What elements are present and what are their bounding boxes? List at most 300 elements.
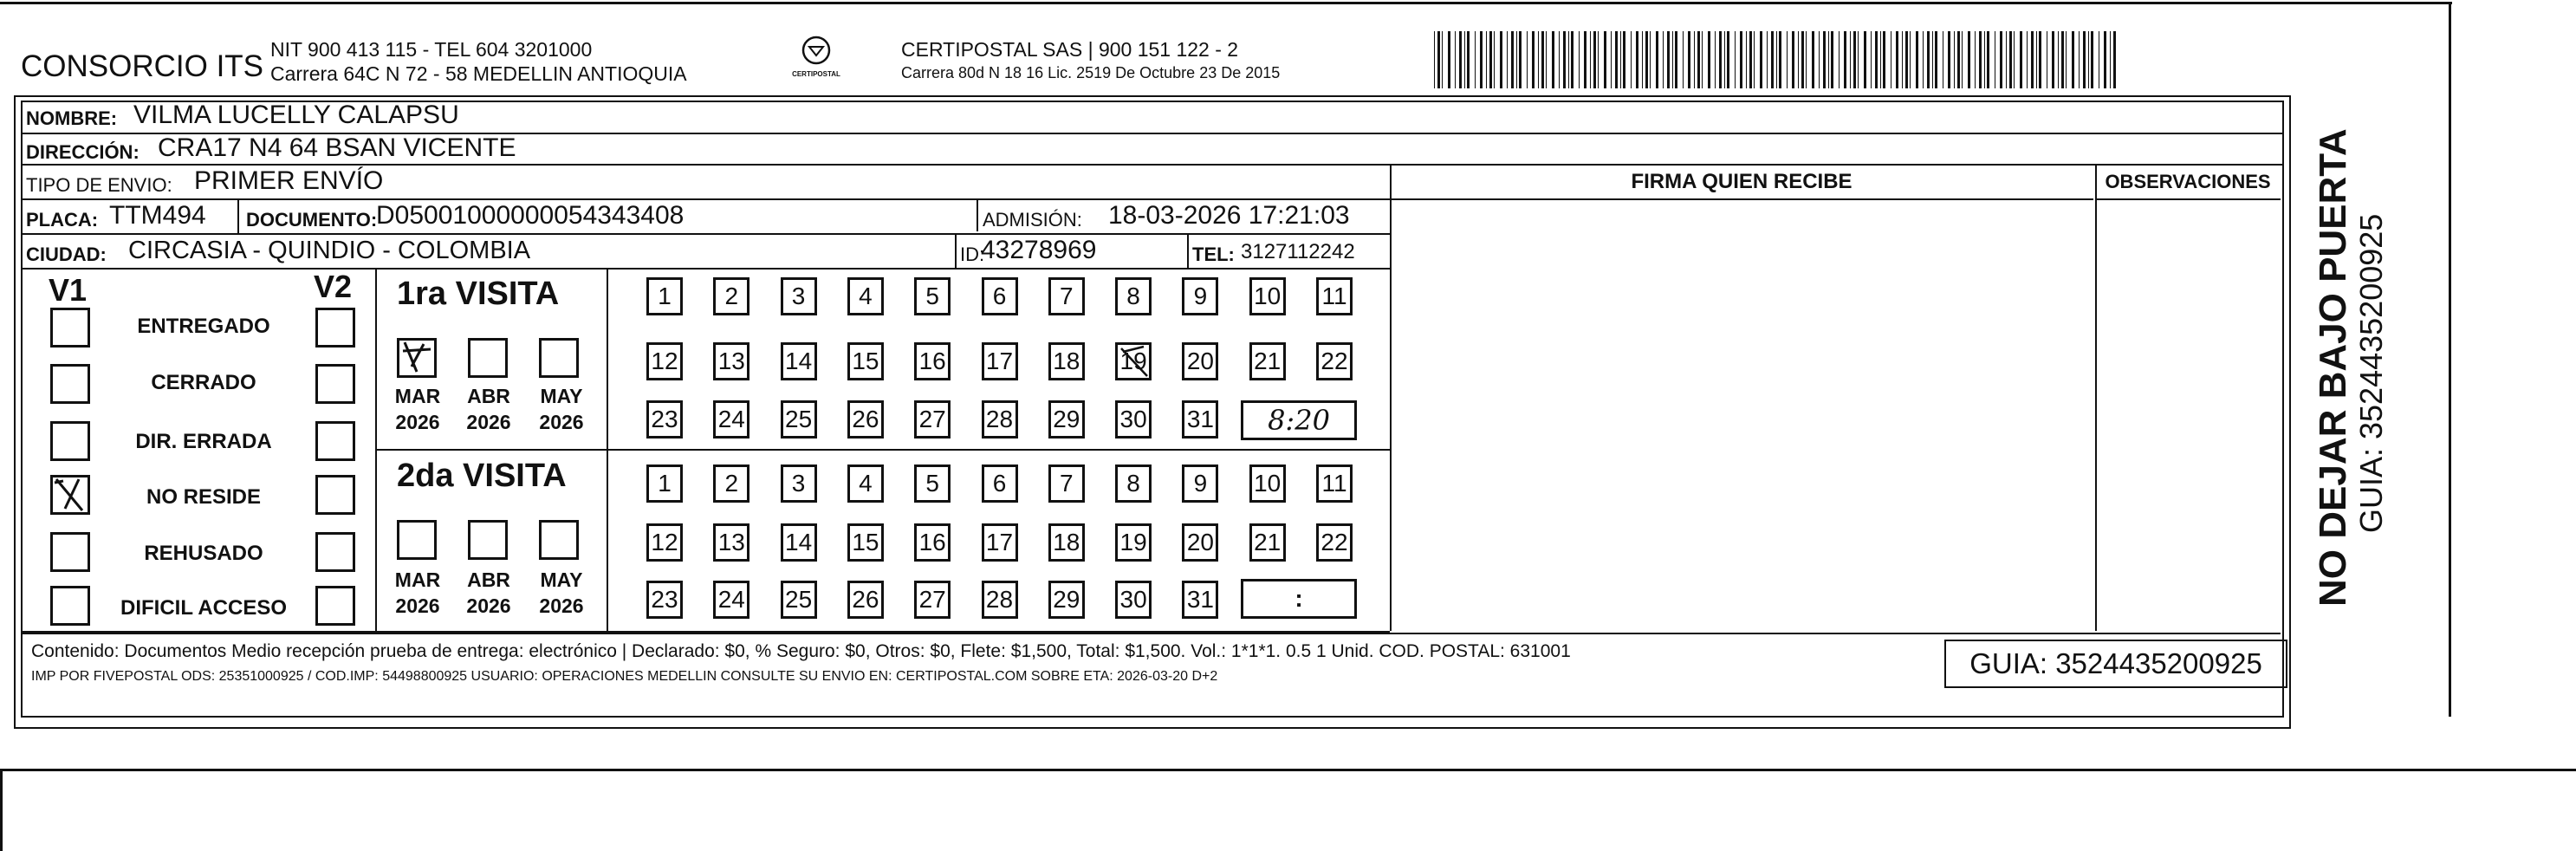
- day-number: 15: [852, 348, 879, 374]
- barcode-bar: [1968, 31, 1970, 88]
- barcode-bar: [1871, 31, 1872, 88]
- barcode-bar: [1819, 31, 1820, 88]
- certipostal-logo-text: CERTIPOSTAL: [792, 70, 840, 78]
- direccion-label: DIRECCIÓN:: [26, 141, 140, 163]
- day-number: 16: [918, 529, 946, 555]
- barcode-bar: [2009, 31, 2012, 88]
- month-label: MAY: [540, 568, 583, 591]
- barcode-bar: [1568, 31, 1569, 88]
- barcode-bar: [1571, 31, 1574, 88]
- day-number: 5: [925, 283, 939, 309]
- certipostal-logo-icon: [799, 35, 834, 66]
- barcode-bar: [2014, 31, 2015, 88]
- status-label: REHUSADO: [144, 542, 263, 565]
- row-direccion: [21, 134, 2282, 166]
- company-address: Carrera 64C N 72 - 58 MEDELLIN ANTIOQUIA: [270, 62, 687, 85]
- barcode-bar: [1467, 31, 1470, 88]
- day-number: 5: [925, 470, 939, 497]
- day-number: 18: [1053, 529, 1080, 555]
- barcode-bar: [1760, 31, 1762, 88]
- status-label: DIR. ERRADA: [135, 430, 272, 453]
- day-box-20[interactable]: [1182, 523, 1218, 562]
- placa-divider: [237, 200, 239, 233]
- day-box-24[interactable]: [713, 581, 749, 619]
- v2-label: V2: [314, 269, 353, 304]
- barcode-bar: [1880, 31, 1881, 88]
- barcode-bar: [1448, 31, 1450, 88]
- day-box-25[interactable]: [781, 581, 817, 619]
- barcode-bar: [1779, 31, 1781, 88]
- id-divider: [955, 235, 957, 268]
- day-box-19[interactable]: [1115, 523, 1152, 562]
- barcode-bar: [2088, 31, 2089, 88]
- barcode-bar: [1864, 31, 1866, 88]
- day-number: 26: [852, 406, 879, 432]
- barcode-bar: [1631, 31, 1632, 88]
- day-number: 9: [1193, 283, 1208, 309]
- day-number: 1: [658, 283, 672, 309]
- day-box-6[interactable]: [982, 277, 1018, 315]
- barcode-bar: [2104, 31, 2106, 88]
- day-box-15[interactable]: [847, 342, 884, 380]
- barcode-bar: [2020, 31, 2022, 88]
- barcode-bar: [1559, 31, 1560, 88]
- day-number: 20: [1186, 348, 1214, 374]
- barcode-bar: [1776, 31, 1777, 88]
- day-number: 28: [985, 406, 1014, 432]
- day-number: 13: [717, 529, 745, 555]
- day-box-26[interactable]: [847, 400, 884, 438]
- barcode-bar: [1683, 31, 1684, 88]
- day-box-2[interactable]: [713, 277, 749, 315]
- barcode: [1434, 31, 2119, 88]
- day-number: 12: [651, 348, 678, 374]
- day-box-28[interactable]: [982, 400, 1018, 438]
- day-box-27[interactable]: [914, 400, 951, 438]
- v1-label: V1: [49, 272, 88, 308]
- day-number: 24: [717, 406, 745, 432]
- day-box-3[interactable]: [781, 464, 817, 503]
- day-box-5[interactable]: [914, 464, 951, 503]
- barcode-bar: [1823, 31, 1826, 88]
- day-box-26[interactable]: [847, 581, 884, 619]
- barcode-bar: [1675, 31, 1677, 88]
- year-label: 2026: [539, 411, 584, 433]
- day-box-18[interactable]: [1048, 523, 1085, 562]
- barcode-bar: [1828, 31, 1829, 88]
- barcode-bar: [1541, 31, 1544, 88]
- day-box-22[interactable]: [1316, 342, 1353, 380]
- day-box-12[interactable]: [646, 523, 683, 562]
- barcode-bar: [1636, 31, 1638, 88]
- day-number: 17: [985, 529, 1014, 555]
- barcode-bar: [1746, 31, 1747, 88]
- visit-row-divider: [375, 449, 1390, 451]
- v1-checkbox[interactable]: [50, 364, 90, 404]
- day-box-20[interactable]: [1182, 342, 1218, 380]
- v2-checkbox[interactable]: [315, 532, 355, 572]
- barcode-bar: [1771, 31, 1774, 88]
- day-box-21[interactable]: [1249, 523, 1286, 562]
- day-box-10[interactable]: [1249, 464, 1286, 503]
- day-box-23[interactable]: [646, 400, 683, 438]
- check-mark-icon: [1118, 345, 1151, 380]
- id-label: ID:: [960, 244, 985, 265]
- barcode-bar: [1667, 31, 1670, 88]
- barcode-bar: [1579, 31, 1580, 88]
- barcode-bar: [1538, 31, 1539, 88]
- day-box-4[interactable]: [847, 464, 884, 503]
- barcode-bar: [1697, 31, 1700, 88]
- tel-value: 3127112242: [1241, 240, 1355, 263]
- barcode-bar: [1645, 31, 1648, 88]
- barcode-bar: [1611, 31, 1612, 88]
- observaciones-header: [2095, 166, 2281, 200]
- barcode-bar: [1875, 31, 1878, 88]
- barcode-bar: [1910, 31, 1911, 88]
- day-number: 12: [651, 529, 678, 555]
- certipostal-address: Carrera 80d N 18 16 Lic. 2519 De Octubre 23 De 2015: [901, 64, 1281, 81]
- barcode-bar: [1948, 31, 1950, 88]
- day-box-14[interactable]: [781, 523, 817, 562]
- sheet-right-line: [2449, 2, 2451, 717]
- day-box-1[interactable]: [646, 464, 683, 503]
- barcode-bar: [1792, 31, 1794, 88]
- day-box-11[interactable]: [1316, 464, 1353, 503]
- tel-label: TEL:: [1192, 244, 1235, 265]
- barcode-bar: [1494, 31, 1495, 88]
- direccion-value: CRA17 N4 64 BSAN VICENTE: [158, 133, 516, 162]
- day-box-9[interactable]: [1182, 464, 1218, 503]
- barcode-bar: [1694, 31, 1695, 88]
- barcode-bar: [1715, 31, 1716, 88]
- documento-label: DOCUMENTO:: [246, 209, 378, 231]
- v1-checkbox[interactable]: [50, 586, 90, 626]
- barcode-bar: [1442, 31, 1443, 88]
- barcode-bar: [1954, 31, 1955, 88]
- placa-label: PLACA:: [26, 209, 99, 231]
- status-label: CERRADO: [151, 371, 256, 394]
- barcode-bar: [1475, 31, 1476, 88]
- first-visit-time-box[interactable]: [1241, 400, 1357, 440]
- barcode-bar: [2113, 31, 2116, 88]
- year-label: 2026: [466, 594, 511, 617]
- day-number: 30: [1119, 406, 1147, 432]
- row-tipo: [21, 166, 1390, 200]
- day-box-12[interactable]: [646, 342, 683, 380]
- day-number: 31: [1186, 406, 1214, 432]
- barcode-bar: [1957, 31, 1960, 88]
- day-box-11[interactable]: [1316, 277, 1353, 315]
- year-label: 2026: [466, 411, 511, 433]
- v1-checkbox[interactable]: [50, 475, 90, 515]
- day-number: 21: [1254, 529, 1282, 555]
- month-checkbox-abr[interactable]: [468, 338, 508, 378]
- status-label: ENTREGADO: [137, 315, 270, 338]
- month-checkbox-may[interactable]: [539, 520, 579, 560]
- barcode-bar: [1724, 31, 1725, 88]
- day-number: 3: [791, 470, 806, 497]
- barcode-bar: [1831, 31, 1833, 88]
- side-guia: GUIA: 3524435200925: [2353, 213, 2389, 533]
- day-number: 31: [1186, 586, 1214, 613]
- barcode-bar: [1806, 31, 1807, 88]
- firma-header: [1390, 166, 2093, 200]
- day-number: 30: [1119, 586, 1147, 613]
- v2-checkbox[interactable]: [315, 586, 355, 626]
- certipostal-line: CERTIPOSTAL SAS | 900 151 122 - 2: [901, 38, 1239, 61]
- barcode-bar: [1932, 31, 1933, 88]
- day-box-13[interactable]: [713, 523, 749, 562]
- row-nombre: [21, 101, 2282, 134]
- day-box-25[interactable]: [781, 400, 817, 438]
- v2-checkbox[interactable]: [315, 421, 355, 461]
- day-number: 10: [1254, 283, 1282, 309]
- nombre-value: VILMA LUCELLY CALAPSU: [133, 101, 459, 129]
- row-ciudad: [21, 235, 1390, 270]
- day-number: 13: [717, 348, 745, 374]
- ciudad-label: CIUDAD:: [26, 244, 107, 265]
- day-box-16[interactable]: [914, 342, 951, 380]
- placa-value: TTM494: [109, 201, 206, 230]
- barcode-bar: [1650, 31, 1651, 88]
- day-box-16[interactable]: [914, 523, 951, 562]
- firma-column: [1390, 166, 2097, 631]
- nombre-label: NOMBRE:: [26, 107, 118, 129]
- barcode-bar: [1604, 31, 1606, 88]
- day-number: 8: [1126, 470, 1140, 497]
- barcode-bar: [1563, 31, 1566, 88]
- day-number: 29: [1053, 586, 1080, 613]
- barcode-bar: [1598, 31, 1599, 88]
- company-nit: NIT 900 413 115 - TEL 604 3201000: [270, 38, 593, 61]
- barcode-bar: [1663, 31, 1664, 88]
- barcode-bar: [1532, 31, 1535, 88]
- barcode-bar: [1927, 31, 1930, 88]
- day-box-21[interactable]: [1249, 342, 1286, 380]
- day-box-2[interactable]: [713, 464, 749, 503]
- day-number: 18: [1053, 348, 1080, 374]
- barcode-bar: [1839, 31, 1840, 88]
- day-number: 16: [918, 348, 946, 374]
- day-box-29[interactable]: [1048, 581, 1085, 619]
- barcode-bar: [2027, 31, 2028, 88]
- day-number: 7: [1060, 470, 1074, 497]
- barcode-bar: [1584, 31, 1586, 88]
- day-number: 21: [1254, 348, 1282, 374]
- barcode-bar: [1437, 31, 1440, 88]
- day-number: 19: [1119, 348, 1147, 374]
- barcode-bar: [1688, 31, 1690, 88]
- barcode-bar: [1656, 31, 1658, 88]
- day-number: 9: [1193, 470, 1208, 497]
- certipostal-logo: [790, 35, 842, 87]
- day-number: 22: [1320, 529, 1348, 555]
- barcode-bar: [1987, 31, 1989, 88]
- day-box-30[interactable]: [1115, 581, 1152, 619]
- day-number: 27: [918, 586, 946, 613]
- day-box-5[interactable]: [914, 277, 951, 315]
- barcode-bar: [1735, 31, 1736, 88]
- month-label: ABR: [467, 568, 510, 591]
- row-placa: [21, 200, 1390, 235]
- day-box-17[interactable]: [982, 342, 1018, 380]
- barcode-bar: [1620, 31, 1621, 88]
- second-visit-title: 2da VISITA: [397, 458, 567, 494]
- day-number: 25: [785, 586, 813, 613]
- day-box-18[interactable]: [1048, 342, 1085, 380]
- barcode-bar: [1708, 31, 1710, 88]
- day-number: 11: [1321, 283, 1347, 309]
- barcode-bar: [2079, 31, 2080, 88]
- barcode-bar: [2072, 31, 2074, 88]
- id-value: 43278969: [981, 236, 1097, 264]
- day-box-10[interactable]: [1249, 277, 1286, 315]
- day-number: 23: [651, 406, 678, 432]
- barcode-bar: [1519, 31, 1522, 88]
- day-number: 11: [1321, 470, 1347, 497]
- day-number: 6: [992, 283, 1007, 309]
- barcode-bar: [1719, 31, 1722, 88]
- v1-checkbox[interactable]: [50, 421, 90, 461]
- barcode-bar: [2061, 31, 2064, 88]
- day-number: 17: [985, 348, 1014, 374]
- barcode-bar: [1916, 31, 1918, 88]
- barcode-bar: [1905, 31, 1908, 88]
- day-number: 23: [651, 586, 678, 613]
- v1-checkbox[interactable]: [50, 308, 90, 348]
- footer-guia: GUIA: 3524435200925: [1969, 647, 2262, 679]
- second-visit-time: :: [1294, 585, 1303, 612]
- day-box-14[interactable]: [781, 342, 817, 380]
- second-visit-time-box[interactable]: [1241, 579, 1357, 619]
- barcode-bar: [1883, 31, 1885, 88]
- barcode-bar: [1672, 31, 1673, 88]
- barcode-bar: [1516, 31, 1517, 88]
- barcode-bar: [1459, 31, 1462, 88]
- status-label: NO RESIDE: [146, 485, 262, 509]
- day-number: 25: [785, 406, 813, 432]
- v2-checkbox[interactable]: [315, 364, 355, 404]
- barcode-bar: [1979, 31, 1982, 88]
- month-checkbox-may[interactable]: [539, 338, 579, 378]
- day-box-28[interactable]: [982, 581, 1018, 619]
- day-box-19[interactable]: [1115, 342, 1152, 380]
- day-box-9[interactable]: [1182, 277, 1218, 315]
- day-number: 22: [1320, 348, 1348, 374]
- year-label: 2026: [539, 594, 584, 617]
- barcode-bar: [1486, 31, 1487, 88]
- admision-label: ADMISIÓN:: [983, 209, 1082, 231]
- barcode-bar: [2058, 31, 2059, 88]
- v1-checkbox[interactable]: [50, 532, 90, 572]
- year-label: 2026: [395, 411, 440, 433]
- sheet-top-line: [0, 2, 2452, 4]
- barcode-bar: [1749, 31, 1752, 88]
- status-label: DIFICIL ACCESO: [120, 596, 287, 620]
- day-box-8[interactable]: [1115, 277, 1152, 315]
- barcode-bar: [1593, 31, 1596, 88]
- barcode-bar: [1727, 31, 1729, 88]
- barcode-bar: [1984, 31, 1985, 88]
- barcode-bar: [1511, 31, 1514, 88]
- day-box-24[interactable]: [713, 400, 749, 438]
- day-box-3[interactable]: [781, 277, 817, 315]
- barcode-bar: [1455, 31, 1456, 88]
- day-number: 4: [859, 470, 873, 497]
- year-label: 2026: [395, 594, 440, 617]
- v2-checkbox[interactable]: [315, 475, 355, 515]
- day-box-17[interactable]: [982, 523, 1018, 562]
- day-box-30[interactable]: [1115, 400, 1152, 438]
- barcode-bar: [2031, 31, 2034, 88]
- day-box-7[interactable]: [1048, 464, 1085, 503]
- barcode-bar: [1546, 31, 1547, 88]
- day-box-31[interactable]: [1182, 400, 1218, 438]
- day-box-29[interactable]: [1048, 400, 1085, 438]
- barcode-bar: [2066, 31, 2067, 88]
- barcode-bar: [1896, 31, 1898, 88]
- day-number: 2: [724, 283, 739, 309]
- footer-row: [21, 633, 2281, 634]
- day-box-15[interactable]: [847, 523, 884, 562]
- tel-divider: [1187, 235, 1189, 268]
- day-number: 2: [724, 470, 739, 497]
- day-box-7[interactable]: [1048, 277, 1085, 315]
- barcode-bar: [1489, 31, 1492, 88]
- admision-value: 18-03-2026 17:21:03: [1108, 201, 1350, 230]
- firma-label: FIRMA QUIEN RECIBE: [1631, 170, 1853, 193]
- barcode-bar: [1740, 31, 1742, 88]
- day-box-27[interactable]: [914, 581, 951, 619]
- day-box-22[interactable]: [1316, 523, 1353, 562]
- day-box-1[interactable]: [646, 277, 683, 315]
- day-box-31[interactable]: [1182, 581, 1218, 619]
- barcode-bar: [1754, 31, 1755, 88]
- barcode-bar: [1812, 31, 1814, 88]
- month-checkbox-mar[interactable]: [397, 338, 437, 378]
- barcode-bar: [2039, 31, 2041, 88]
- observaciones-label: OBSERVACIONES: [2105, 171, 2271, 192]
- first-visit-title: 1ra VISITA: [397, 276, 560, 312]
- v2-checkbox[interactable]: [315, 308, 355, 348]
- day-box-23[interactable]: [646, 581, 683, 619]
- month-label: ABR: [467, 385, 510, 407]
- barcode-bar: [2000, 31, 2002, 88]
- barcode-bar: [1500, 31, 1502, 88]
- day-box-13[interactable]: [713, 342, 749, 380]
- day-number: 14: [785, 348, 813, 374]
- barcode-bar: [1480, 31, 1483, 88]
- barcode-bar: [1623, 31, 1625, 88]
- month-checkbox-mar[interactable]: [397, 520, 437, 560]
- barcode-bar: [1798, 31, 1799, 88]
- barcode-bar: [1801, 31, 1804, 88]
- day-number: 20: [1186, 529, 1214, 555]
- day-box-4[interactable]: [847, 277, 884, 315]
- day-box-8[interactable]: [1115, 464, 1152, 503]
- month-checkbox-abr[interactable]: [468, 520, 508, 560]
- day-number: 8: [1126, 283, 1140, 309]
- month-label: MAR: [394, 568, 441, 591]
- barcode-bar: [1858, 31, 1859, 88]
- day-box-6[interactable]: [982, 464, 1018, 503]
- barcode-bar: [2036, 31, 2037, 88]
- barcode-graphic: [1434, 31, 2119, 88]
- month-label: MAY: [540, 385, 583, 407]
- day-number: 10: [1254, 470, 1282, 497]
- footer-imp: IMP POR FIVEPOSTAL ODS: 25351000925 / COD.IMP: 54498800925 USUARIO: OPERACIONES MEDELLIN CONSULTE SU ENVIO EN: CERTIPOSTAL.COM SOBRE ETA: 2026-03-20 D+2: [31, 669, 1218, 684]
